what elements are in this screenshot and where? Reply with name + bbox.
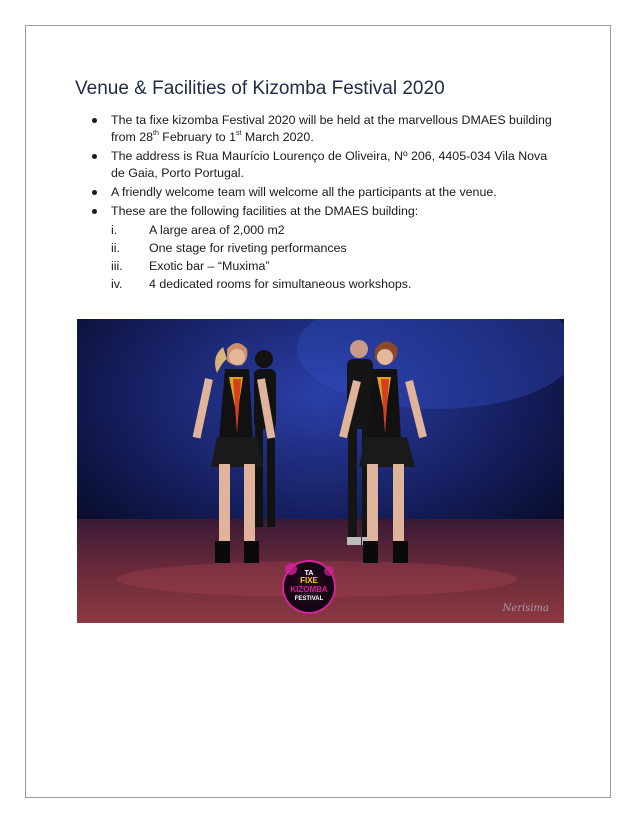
bullet-icon [92,190,97,195]
bullet-icon [92,209,97,214]
bullet-icon [92,118,97,123]
bullet-text-address: The address is Rua Maurício Lourenço de Oliveira, Nº 206, 4405-034 Vila Nova de Gaia, Porto Portugal. [111,149,548,180]
logo-text-1: TA [304,570,314,577]
logo-text-4: FESTIVAL [294,596,324,602]
dance-photo-illustration [77,319,564,623]
facility-item: iv. 4 dedicated rooms for simultaneous workshops. [111,277,412,291]
logo-text-2: FIXE [300,576,318,585]
facilities-list [111,222,555,293]
photographer-signature: Nerisima [502,603,549,614]
facility-item: i. A large area of 2,000 m2 [111,223,285,237]
dance-performance-photo [77,319,564,623]
list-item [75,112,555,146]
facility-item: ii. One stage for riveting performances [111,241,347,255]
bullet-list [75,112,555,295]
festival-logo [283,561,335,613]
list-item [75,148,555,182]
list-item [75,184,555,201]
logo-text-3: KIZOMBA [290,585,328,594]
list-item [75,203,555,293]
bullet-text-welcome: A friendly welcome team will welcome all the participants at the venue. [111,185,497,199]
page-title: Venue & Facilities of Kizomba Festival 2020 [75,78,445,99]
facility-item: iii. Exotic bar – “Muxima” [111,259,270,273]
bullet-text-dates: The ta fixe kizomba Festival 2020 will be held at the marvellous DMAES building from 28th February to 1st March 2020. [111,113,552,144]
bullet-text-facilities: These are the following facilities at the DMAES building: [111,204,419,218]
bullet-icon [92,154,97,159]
